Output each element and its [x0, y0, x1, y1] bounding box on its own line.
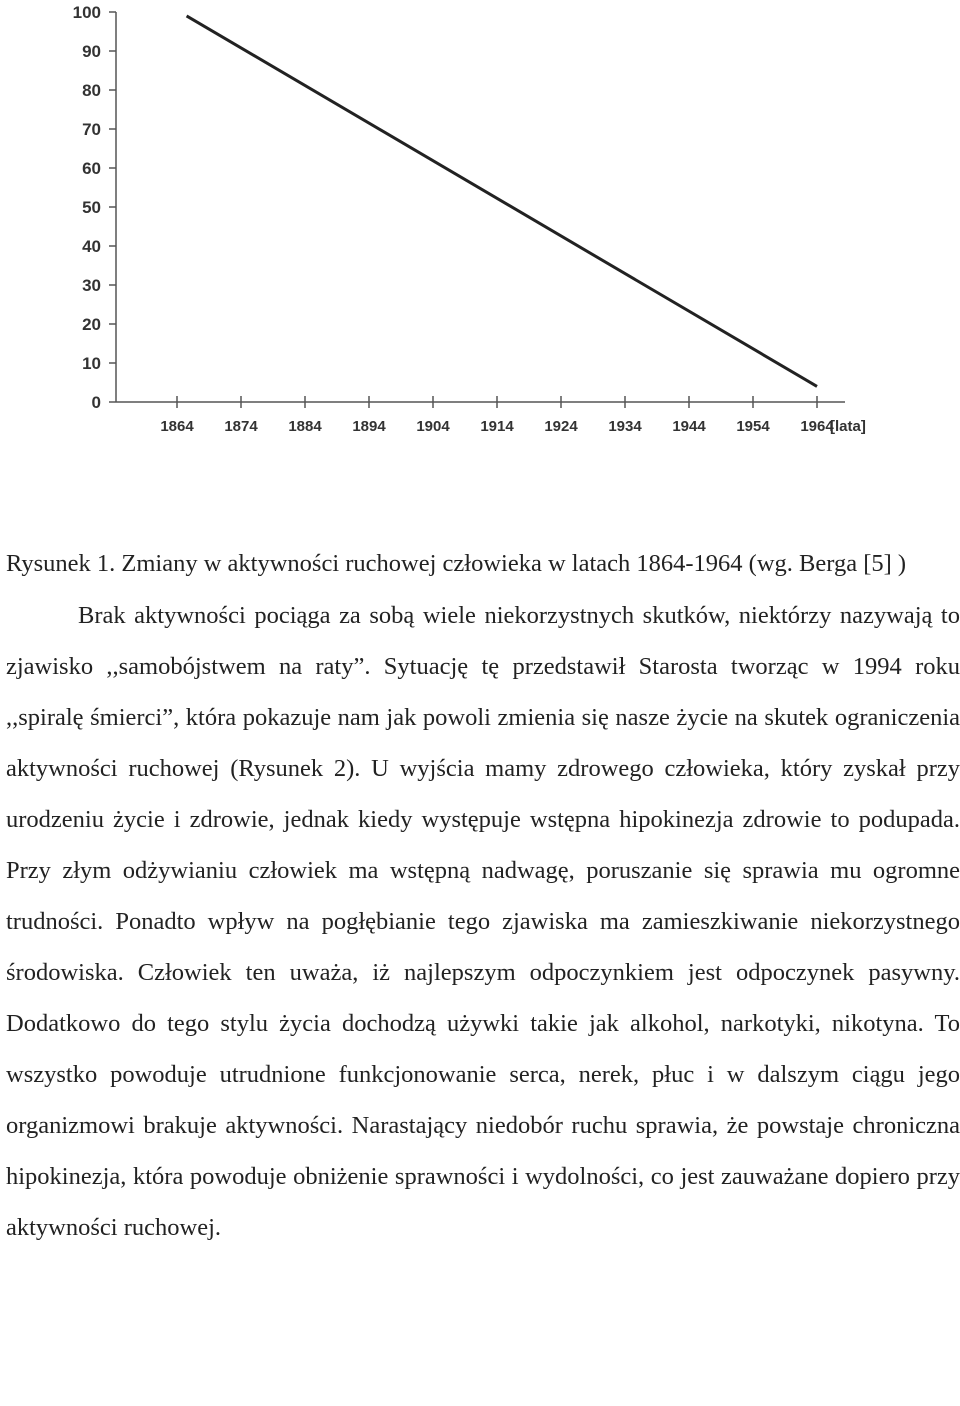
y-tick-label: 30	[82, 276, 101, 295]
y-tick-label: 100	[72, 3, 101, 22]
document-text	[6, 538, 960, 1253]
x-tick-label: 1884	[288, 418, 322, 435]
body-paragraph: Brak aktywności pociąga za sobą wiele niekorzystnych skutków, niektórzy nazywają to zjawisko ,,samobójstwem na raty”. Sytuację tę przedstawił Starosta tworząc w 1994 roku ,,spiralę śmierci”, która pokazuje nam jak powoli zmienia się nasze życie na skutek ograniczenia aktywności ruchowej (Rysunek 2). U wyjścia mamy zdrowego człowieka, który zyskał przy urodzeniu życie i zdrowie, jednak kiedy występuje wstępna hipokinezja zdrowie to podupada. Przy złym odżywianiu człowiek ma wstępną nadwagę, poruszanie się sprawia mu ogromne trudności. Ponadto wpływ na pogłębianie tego zjawiska ma zamieszkiwanie niekorzystnego środowiska. Człowiek ten uważa, iż najlepszym odpoczynkiem jest odpoczynek pasywny. Dodatkowo do tego stylu życia dochodzą używki takie jak alkohol, narkotyki, nikotyna. To wszystko powoduje utrudnione funkcjonowanie serca, nerek, płuc i w dalszym ciągu jego organizmowi brakuje aktywności. Narastający niedobór ruchu sprawia, że powstaje chroniczna hipokinezja, która powoduje obniżenie sprawności i wydolności, co jest zauważane dopiero przy aktywności ruchowej.	[6, 602, 960, 1241]
x-tick-label: 1924	[544, 418, 578, 435]
y-tick-label: 10	[82, 354, 101, 373]
x-tick-label: 1934	[608, 418, 642, 435]
y-tick-label: 90	[82, 42, 101, 61]
figure-caption: Rysunek 1. Zmiany w aktywności ruchowej człowieka w latach 1864-1964 (wg. Berga [5] )	[6, 550, 907, 577]
y-tick-label: 40	[82, 237, 101, 256]
x-unit-label: [lata]	[830, 418, 866, 435]
y-tick-label: 80	[82, 81, 101, 100]
x-tick-label: 1874	[224, 418, 258, 435]
y-tick-label: 50	[82, 198, 101, 217]
x-tick-label: 1864	[160, 418, 194, 435]
x-tick-label: 1914	[480, 418, 514, 435]
activity-chart	[0, 0, 960, 460]
x-tick-label: 1904	[416, 418, 450, 435]
x-tick-label: 1954	[736, 418, 770, 435]
y-tick-label: 70	[82, 120, 101, 139]
series-line	[187, 16, 817, 387]
x-tick-label: 1964	[800, 418, 834, 435]
x-tick-label: 1894	[352, 418, 386, 435]
x-tick-label: 1944	[672, 418, 706, 435]
y-tick-label: 0	[91, 393, 101, 412]
y-tick-label: 60	[82, 159, 101, 178]
y-tick-label: 20	[82, 315, 101, 334]
